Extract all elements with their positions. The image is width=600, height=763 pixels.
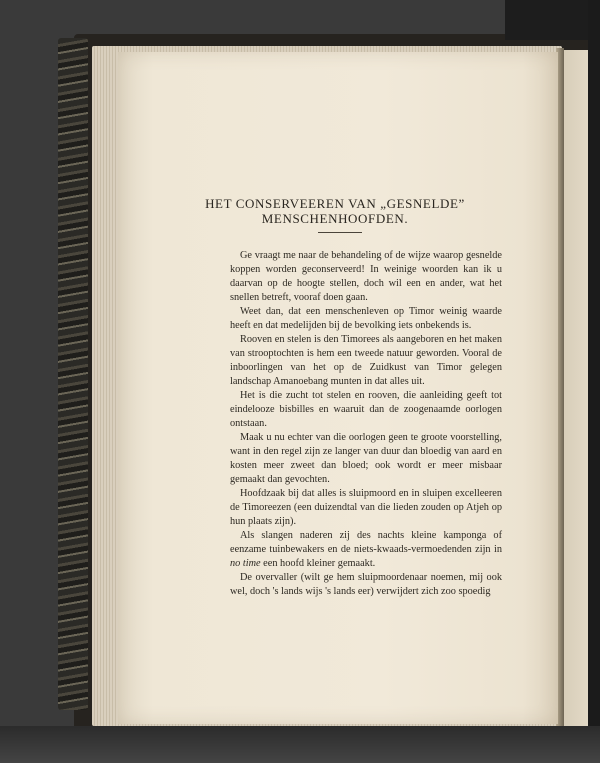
- paragraph: Het is die zucht tot stelen en rooven, die aanleiding geeft tot eindelooze bisbilles en waaruit dan de zoogenaamde oorlogen ontstaan.: [230, 390, 502, 429]
- paragraph: Ge vraagt me naar de behandeling of de wijze waarop gesnelde koppen worden geconserveerd! In weinige woorden kan ik u daarvan op de hoogte stellen, doch wil een en ander, wat het snellen betreft, vooraf doen gaan.: [230, 250, 502, 303]
- background-edge: [588, 0, 600, 763]
- paragraph: Weet dan, dat een menschenleven op Timor weinig waarde heeft en dat medelijden bij de bevolking iets onbekends is.: [230, 306, 502, 331]
- italic-phrase: no time: [230, 558, 261, 569]
- paragraph-part: Als slangen naderen zij des nachts kleine kamponga of eenzame tuinbewakers en de niets-kwaads-vermoedenden zijn in: [230, 530, 502, 555]
- background-shadow: [505, 0, 600, 40]
- paragraph-part: een hoofd kleiner gemaakt.: [260, 558, 376, 569]
- paragraph: Maak u nu echter van die oorlogen geen te groote voorstelling, want in den regel zijn ze langer van duur dan bloedig van aard en kosten meer zweet dan bloed; ook wordt er meer misbaar gemaakt dan gevochten.: [230, 432, 502, 485]
- chapter-title: [200, 196, 470, 226]
- paragraph: Hoofdzaak bij dat alles is sluipmoord en in sluipen excelleeren de Timoreezen (een duizendtal van die lieden zouden op Atjeh op hun plaats zijn).: [230, 488, 502, 527]
- title-line-1: HET CONSERVEEREN VAN „GESNELDE”: [205, 196, 465, 211]
- paragraph: [230, 529, 502, 571]
- table-surface: [0, 726, 600, 763]
- book-spine: [58, 38, 88, 710]
- paragraph: De overvaller (wilt ge hem sluipmoordenaar noemen, mij ook wel, doch 's lands wijs 's lands eer) verwijdert zich zoo spoedig: [230, 572, 502, 597]
- title-line-2: MENSCHENHOOFDEN.: [261, 211, 409, 226]
- body-text: [230, 249, 502, 599]
- paragraph: Rooven en stelen is den Timorees als aangeboren en het maken van strooptochten is hem een tweede natuur geworden. Vooral de inboorlingen van het op de Zuidkust van Timor gelegen landschap Amanoebang munten in dat alles uit.: [230, 334, 502, 387]
- title-rule: [318, 232, 362, 233]
